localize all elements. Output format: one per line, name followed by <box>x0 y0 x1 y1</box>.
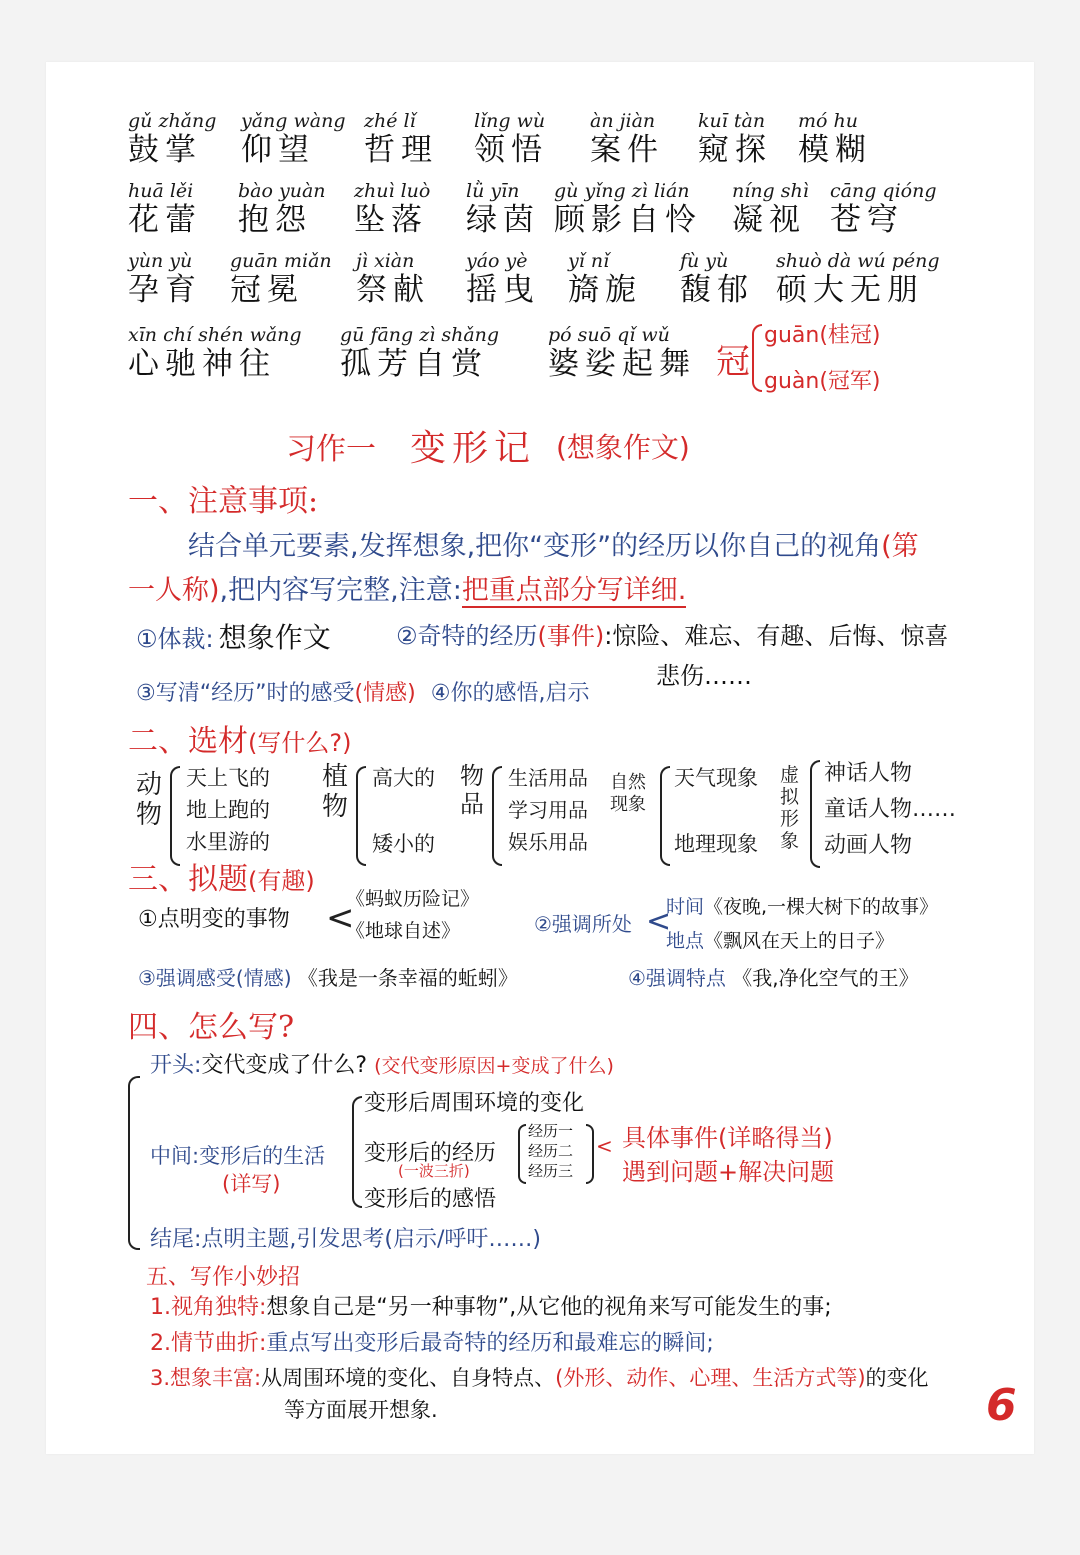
vocab-item <box>798 110 872 168</box>
hanzi: 案件 <box>590 132 664 168</box>
text: 想象自己是“另一种事物”,从它他的视角来写可能发生的事; <box>266 1295 832 1320</box>
label: ③写清“经历”时的感受 <box>136 681 355 706</box>
vocab-item <box>830 180 937 238</box>
experience-brace-right <box>586 1124 594 1184</box>
tip-1 <box>150 1290 832 1321</box>
value: 想象作文 <box>218 621 331 654</box>
heading: 二、选材 <box>128 724 248 759</box>
polyphone-brace <box>752 324 762 392</box>
group-item: 动画人物 <box>824 833 913 858</box>
s1-item-2-cont: 悲伤…… <box>656 662 752 690</box>
tip-2 <box>150 1326 714 1357</box>
pinyin: fù yù <box>680 250 729 272</box>
pinyin: yǎng wàng <box>241 110 346 132</box>
vocab-item <box>128 110 216 168</box>
group-brace <box>810 760 820 868</box>
value: 《夜晚,一棵大树下的故事》 <box>704 896 939 918</box>
notebook-page <box>46 62 1034 1454</box>
experience-item: 经历二 <box>528 1142 574 1160</box>
s1-paragraph-line2 <box>128 568 686 607</box>
label: 2.情节曲折: <box>150 1331 267 1356</box>
vocab-item <box>698 110 772 168</box>
pinyin: shuò dà wú péng <box>776 250 940 272</box>
group-brace <box>660 766 670 866</box>
group-item: 学习用品 <box>508 798 588 822</box>
s1-text-emphasis: 把重点部分写详细. <box>461 575 687 606</box>
vocab-item <box>128 180 202 238</box>
note: (情感) <box>354 681 416 706</box>
hanzi: 旖旎 <box>568 272 642 308</box>
section-5-heading: 五、写作小妙招 <box>146 1265 301 1290</box>
hanzi: 模糊 <box>798 132 872 168</box>
title-tip-2-angle: < <box>646 904 672 939</box>
group-item: 水里游的 <box>186 830 270 854</box>
hanzi: 凝视 <box>732 202 806 238</box>
vocab-item <box>128 250 202 308</box>
hanzi: 硕大无朋 <box>776 272 924 308</box>
polyphone-reading-2: guàn(冠军) <box>764 369 881 394</box>
pinyin: àn jiàn <box>590 110 656 132</box>
pinyin: pó suō qǐ wǔ <box>548 324 670 346</box>
section-3-heading <box>128 854 315 898</box>
topic-group-items <box>460 762 610 872</box>
key: 时间 <box>666 896 705 918</box>
vocab-item <box>732 180 809 238</box>
vocab-item <box>340 324 499 382</box>
vocab-item <box>466 250 540 308</box>
vocab-item <box>356 250 430 308</box>
s1-text-red: (第 <box>881 531 919 562</box>
section-2-heading <box>128 716 351 760</box>
heading: 三、拟题 <box>128 862 248 897</box>
section-4-heading: 四、怎么写? <box>128 1010 295 1045</box>
vocab-item <box>354 180 430 238</box>
polyphone-reading-1: guān(桂冠) <box>764 323 881 348</box>
hanzi: 冠冕 <box>230 272 304 308</box>
pinyin: huā lěi <box>128 180 194 202</box>
group-item: 矮小的 <box>372 832 435 856</box>
vocab-item <box>776 250 940 308</box>
vocab-item <box>230 250 332 308</box>
arrow-icon: < <box>596 1134 613 1158</box>
structure-brace <box>128 1076 140 1250</box>
group-item: 地理现象 <box>674 832 758 856</box>
structure-middle-label: 中间:变形后的生活 <box>150 1144 326 1168</box>
hanzi: 窥探 <box>698 132 772 168</box>
group-brace <box>492 766 502 866</box>
title-tip-3 <box>138 962 518 991</box>
text: 重点写出变形后最奇特的经历和最难忘的瞬间; <box>266 1331 714 1356</box>
s1-text-red: 一人称) <box>128 575 220 606</box>
group-title: 自然现象 <box>610 772 646 815</box>
topic-group-virtual <box>780 756 1010 876</box>
hanzi: 苍穹 <box>830 202 904 238</box>
pinyin: gū fāng zì shǎng <box>340 324 500 346</box>
title-note: (想象作文) <box>556 431 690 464</box>
vocab-item <box>554 180 702 238</box>
structure-ending <box>150 1222 541 1253</box>
value: :惊险、难忘、有趣、后悔、惊喜 <box>604 622 949 650</box>
label: 1.视角独特: <box>150 1295 267 1320</box>
polyphone-char: 冠 <box>716 342 750 382</box>
section-1-heading: 一、注意事项: <box>128 484 319 519</box>
group-brace <box>170 766 180 866</box>
pinyin: mó hu <box>798 110 858 132</box>
text-red: (外形、动作、心理、生活方式等) <box>555 1366 866 1390</box>
hanzi: 抱怨 <box>238 202 312 238</box>
middle-item: 变形后的感悟 <box>364 1187 497 1212</box>
s1-item-3 <box>136 676 590 707</box>
vocab-item <box>548 324 696 382</box>
pinyin: cāng qióng <box>830 180 937 202</box>
title-tip-2-item <box>666 926 894 953</box>
heading-note: (有趣) <box>248 867 315 895</box>
value: 交代变成了什么? <box>201 1053 368 1078</box>
pinyin: kuī tàn <box>698 110 766 132</box>
group-item: 生活用品 <box>508 766 588 790</box>
page-number: 6 <box>986 1380 1017 1431</box>
group-title: 物品 <box>460 762 484 818</box>
note: (交代变形原因+变成了什么) <box>374 1055 614 1077</box>
s1-item-2 <box>396 616 948 651</box>
hanzi: 花蕾 <box>128 202 202 238</box>
value: 《飘风在天上的日子》 <box>704 930 895 952</box>
middle-right-note-1: 具体事件(详略得当) <box>622 1124 833 1152</box>
pinyin: gǔ zhǎng <box>128 110 217 132</box>
pinyin: zhé lǐ <box>364 110 416 132</box>
pinyin: lǐng wù <box>474 110 546 132</box>
composition-label: 习作一 <box>286 432 376 467</box>
hanzi: 坠落 <box>354 202 428 238</box>
vocab-item <box>238 180 326 238</box>
text: 的变化 <box>865 1366 929 1390</box>
experience-brace <box>518 1124 526 1184</box>
label: ②奇特的经历 <box>396 622 538 650</box>
topic-group-natural <box>610 762 790 872</box>
heading-note: (写什么?) <box>248 729 352 757</box>
hanzi: 领悟 <box>474 132 548 168</box>
pinyin: yǐ nǐ <box>568 250 610 272</box>
title-tip-4 <box>628 962 919 991</box>
hanzi: 婆娑起舞 <box>548 346 696 382</box>
title-example: 《蚂蚁历险记》 <box>346 888 480 910</box>
hanzi: 摇曳 <box>466 272 540 308</box>
group-item: 天气现象 <box>674 766 758 790</box>
vocab-item <box>241 110 346 168</box>
experience-item: 经历一 <box>528 1122 574 1140</box>
group-title: 植物 <box>322 762 349 822</box>
text: 从周围环境的变化、自身特点、 <box>261 1366 556 1390</box>
vocab-item <box>128 324 302 382</box>
title-tip-2-item <box>666 892 938 919</box>
s1-item-4: ④你的感悟,启示 <box>430 681 590 706</box>
title-tip-1-angle: < <box>326 898 355 938</box>
vocab-item <box>680 250 754 308</box>
s1-paragraph-line1 <box>188 524 919 563</box>
tip-3-cont: 等方面展开想象. <box>284 1398 438 1422</box>
pinyin: bào yuàn <box>238 180 326 202</box>
pinyin: guān miǎn <box>230 250 332 272</box>
s1-item-1 <box>136 616 331 656</box>
key: 地点 <box>666 930 705 952</box>
pinyin: xīn chí shén wǎng <box>128 324 302 346</box>
middle-item: 变形后周围环境的变化 <box>364 1091 585 1116</box>
group-item: 童话人物…… <box>824 797 957 822</box>
vocab-item <box>590 110 664 168</box>
structure-middle-note: (详写) <box>222 1172 281 1196</box>
middle-item: 变形后的经历 <box>364 1141 497 1166</box>
label: ③强调感受(情感) <box>138 966 292 990</box>
label: ④强调特点 <box>628 966 726 990</box>
hanzi: 鼓掌 <box>128 132 202 168</box>
group-item: 天上飞的 <box>186 766 270 790</box>
experience-item: 经历三 <box>528 1162 574 1180</box>
title-tip-2: ②强调所处 <box>534 912 632 936</box>
title-example: 《地球自述》 <box>346 920 461 942</box>
hanzi: 绿茵 <box>466 202 540 238</box>
group-item: 高大的 <box>372 766 435 790</box>
vocab-item <box>474 110 548 168</box>
pinyin: gù yǐng zì lián <box>554 180 690 202</box>
hanzi: 顾影自怜 <box>554 202 702 238</box>
pinyin: zhuì luò <box>354 180 431 202</box>
value: 《我是一条幸福的蚯蚓》 <box>297 966 518 990</box>
label: 3.想象丰富: <box>150 1366 262 1390</box>
middle-wave-note: (一波三折) <box>398 1162 470 1180</box>
value: 点明主题,引发思考(启示/呼吁……) <box>201 1227 541 1252</box>
note: (事件) <box>537 622 605 650</box>
hanzi: 祭献 <box>356 272 430 308</box>
pinyin: jì xiàn <box>356 250 415 272</box>
label: 开头: <box>150 1053 202 1078</box>
value: 《我,净化空气的王》 <box>732 966 919 990</box>
middle-right-note-2: 遇到问题+解决问题 <box>622 1158 835 1186</box>
group-item: 神话人物 <box>824 761 913 786</box>
pinyin: lǜ yīn <box>466 180 520 202</box>
group-title: 虚拟形象 <box>780 764 800 852</box>
group-item: 地上跑的 <box>186 798 270 822</box>
vocab-item <box>364 110 438 168</box>
tip-3 <box>150 1362 929 1392</box>
vocab-item <box>568 250 642 308</box>
hanzi: 孤芳自赏 <box>340 346 488 382</box>
group-brace <box>356 766 366 866</box>
pinyin: yáo yè <box>466 250 528 272</box>
structure-opening <box>150 1048 614 1079</box>
group-item: 娱乐用品 <box>508 830 588 854</box>
label: ①体裁: <box>136 625 214 653</box>
page-title: 变形记 <box>410 428 537 469</box>
hanzi: 心驰神往 <box>128 346 276 382</box>
topic-group-plants <box>322 762 462 872</box>
hanzi: 馥郁 <box>680 272 754 308</box>
middle-brace <box>352 1096 362 1208</box>
label: 结尾: <box>150 1227 202 1252</box>
vocab-item <box>466 180 540 238</box>
s1-text: ,把内容写完整,注意: <box>219 575 462 606</box>
hanzi: 仰望 <box>241 132 315 168</box>
hanzi: 哲理 <box>364 132 438 168</box>
hanzi: 孕育 <box>128 272 202 308</box>
s1-text: 结合单元要素,发挥想象,把你“变形”的经历以你自己的视角 <box>188 531 882 562</box>
pinyin: yùn yù <box>128 250 193 272</box>
group-title: 动物 <box>136 770 163 830</box>
pinyin: níng shì <box>732 180 809 202</box>
title-tip-1: ①点明变的事物 <box>138 907 290 932</box>
